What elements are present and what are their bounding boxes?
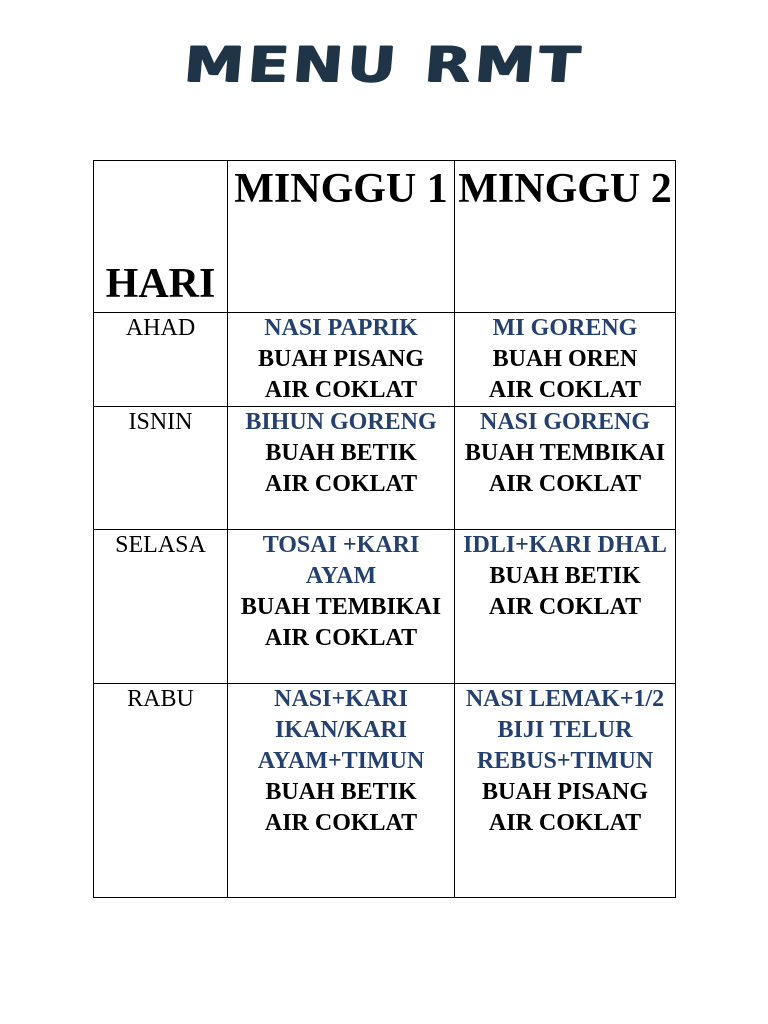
drink: AIR COKLAT [264,625,418,651]
day-cell: SELASA [94,530,228,684]
header-week-2: MINGGU 2 [455,161,676,313]
fruit: BUAH PISANG [257,346,425,372]
fruit: BUAH TEMBIKAI [464,440,666,466]
drink: AIR COKLAT [264,377,418,403]
week1-meal-cell [228,313,455,407]
drink: AIR COKLAT [488,594,642,620]
fruit: BUAH OREN [492,346,638,372]
header-row [94,161,676,313]
main-dish: NASI+KARI IKAN/KARI AYAM+TIMUN [257,686,425,774]
fruit: BUAH BETIK [265,440,417,466]
table-row [94,530,676,684]
week2-meal-cell [455,313,676,407]
drink: AIR COKLAT [264,471,418,497]
drink: AIR COKLAT [264,810,418,836]
week2-meal-cell [455,530,676,684]
menu-table [93,160,676,898]
main-dish: BIHUN GORENG [245,409,437,435]
day-cell: ISNIN [94,407,228,530]
main-dish: NASI LEMAK+1/2 BIJI TELUR REBUS+TIMUN [465,686,665,774]
drink: AIR COKLAT [488,377,642,403]
table-row [94,313,676,407]
header-week-1: MINGGU 1 [228,161,455,313]
fruit: BUAH PISANG [481,779,649,805]
week2-meal-cell [455,684,676,898]
main-dish: NASI GORENG [479,409,651,435]
week1-meal-cell [228,530,455,684]
main-dish: MI GORENG [492,315,638,341]
table-row [94,684,676,898]
table-row [94,407,676,530]
fruit: BUAH BETIK [489,563,641,589]
fruit: BUAH TEMBIKAI [240,594,442,620]
week1-meal-cell [228,407,455,530]
main-dish: NASI PAPRIK [264,315,418,341]
day-cell: RABU [94,684,228,898]
week2-meal-cell [455,407,676,530]
drink: AIR COKLAT [488,810,642,836]
header-day: HARI [94,161,228,313]
fruit: BUAH BETIK [265,779,417,805]
main-dish: IDLI+KARI DHAL [463,532,667,558]
week1-meal-cell [228,684,455,898]
main-dish: TOSAI +KARI AYAM [262,532,420,589]
menu-title: MENU RMT [181,36,587,94]
drink: AIR COKLAT [488,471,642,497]
day-cell: AHAD [94,313,228,407]
